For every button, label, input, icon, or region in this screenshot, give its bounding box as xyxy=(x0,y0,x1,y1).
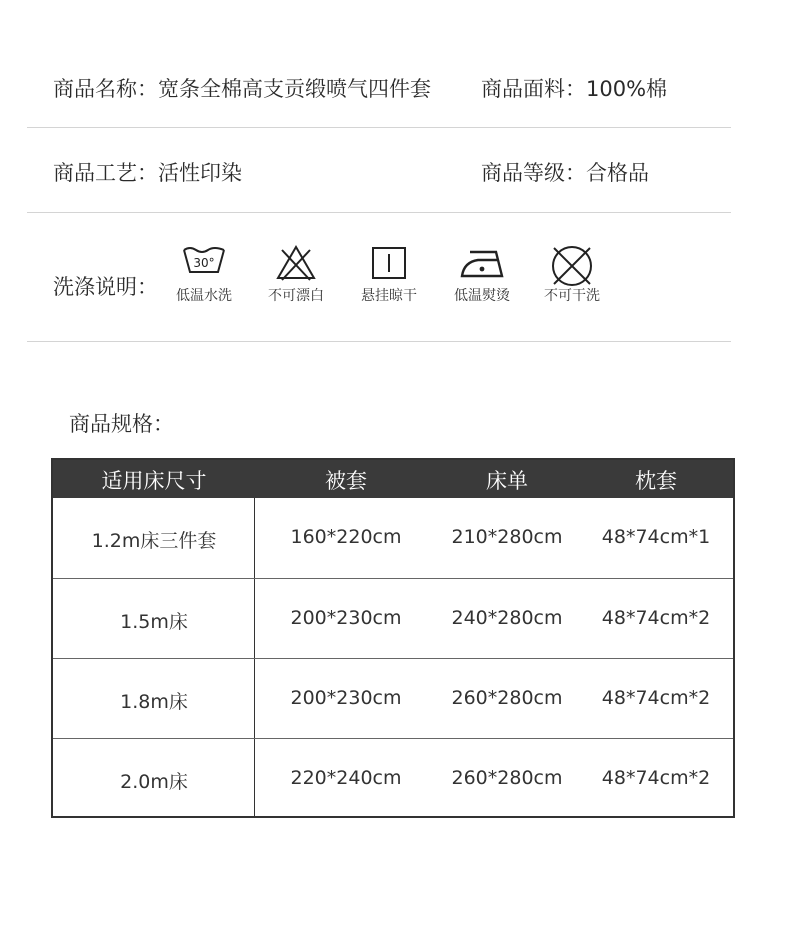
grade-row xyxy=(481,157,649,187)
table-row xyxy=(53,578,733,658)
hang-dry-icon xyxy=(367,244,411,282)
fabric-label: 商品面料： xyxy=(481,77,586,101)
cell-sheet: 260*280cm xyxy=(451,767,563,789)
care-text-dryclean: 不可干洗 xyxy=(544,288,600,304)
divider xyxy=(27,127,731,128)
low-iron-icon xyxy=(456,244,508,282)
cell-pillowcase: 48*74cm*1 xyxy=(601,526,711,548)
care-item-bleach xyxy=(256,244,336,305)
product-name-row xyxy=(53,73,431,103)
cell-duvet: 160*220cm xyxy=(290,526,402,548)
care-label: 洗涤说明： xyxy=(53,275,158,299)
table-row xyxy=(53,498,733,578)
craft-label: 商品工艺： xyxy=(53,161,158,185)
cell-duvet: 220*240cm xyxy=(290,767,402,789)
cell-bed-size: 1.8m床 xyxy=(120,691,188,713)
cell-bed-size: 1.2m床三件套 xyxy=(91,530,217,552)
cell-sheet: 210*280cm xyxy=(451,526,563,548)
divider xyxy=(27,341,731,342)
spec-table xyxy=(51,458,735,818)
cell-pillowcase: 48*74cm*2 xyxy=(601,687,711,709)
header-sheet: 床单 xyxy=(486,469,528,493)
care-text-hang: 悬挂晾干 xyxy=(361,288,417,304)
header-duvet: 被套 xyxy=(325,469,367,493)
cell-pillowcase: 48*74cm*2 xyxy=(601,607,711,629)
product-name-value: 宽条全棉高支贡缎喷气四件套 xyxy=(158,77,431,101)
cell-bed-size: 1.5m床 xyxy=(120,611,188,633)
product-name-label: 商品名称： xyxy=(53,77,158,101)
care-text-bleach: 不可漂白 xyxy=(268,288,324,304)
care-item-hang xyxy=(349,244,429,305)
header-pillowcase: 枕套 xyxy=(635,469,677,493)
wash-30-icon xyxy=(182,244,226,276)
care-text-wash: 低温水洗 xyxy=(176,288,232,304)
fabric-row xyxy=(481,73,667,103)
fabric-value: 100%棉 xyxy=(586,77,668,101)
cell-sheet: 240*280cm xyxy=(451,607,563,629)
care-item-wash xyxy=(164,244,244,305)
grade-value: 合格品 xyxy=(586,161,649,185)
spec-title: 商品规格： xyxy=(69,412,174,436)
table-header xyxy=(53,460,733,498)
grade-label: 商品等级： xyxy=(481,161,586,185)
care-item-iron xyxy=(442,244,522,305)
care-item-dryclean xyxy=(532,244,612,305)
header-bed-size: 适用床尺寸 xyxy=(101,469,207,493)
cell-duvet: 200*230cm xyxy=(290,687,402,709)
care-text-iron: 低温熨烫 xyxy=(454,288,510,304)
table-row xyxy=(53,658,733,738)
cell-duvet: 200*230cm xyxy=(290,607,402,629)
no-bleach-icon xyxy=(274,244,318,282)
craft-row xyxy=(53,157,242,187)
cell-sheet: 260*280cm xyxy=(451,687,563,709)
no-dry-clean-icon xyxy=(548,244,596,288)
craft-value: 活性印染 xyxy=(158,161,242,185)
cell-pillowcase: 48*74cm*2 xyxy=(601,767,711,789)
table-row xyxy=(53,738,733,818)
svg-text:30°: 30° xyxy=(193,256,215,270)
divider xyxy=(27,212,731,213)
cell-bed-size: 2.0m床 xyxy=(120,771,188,793)
